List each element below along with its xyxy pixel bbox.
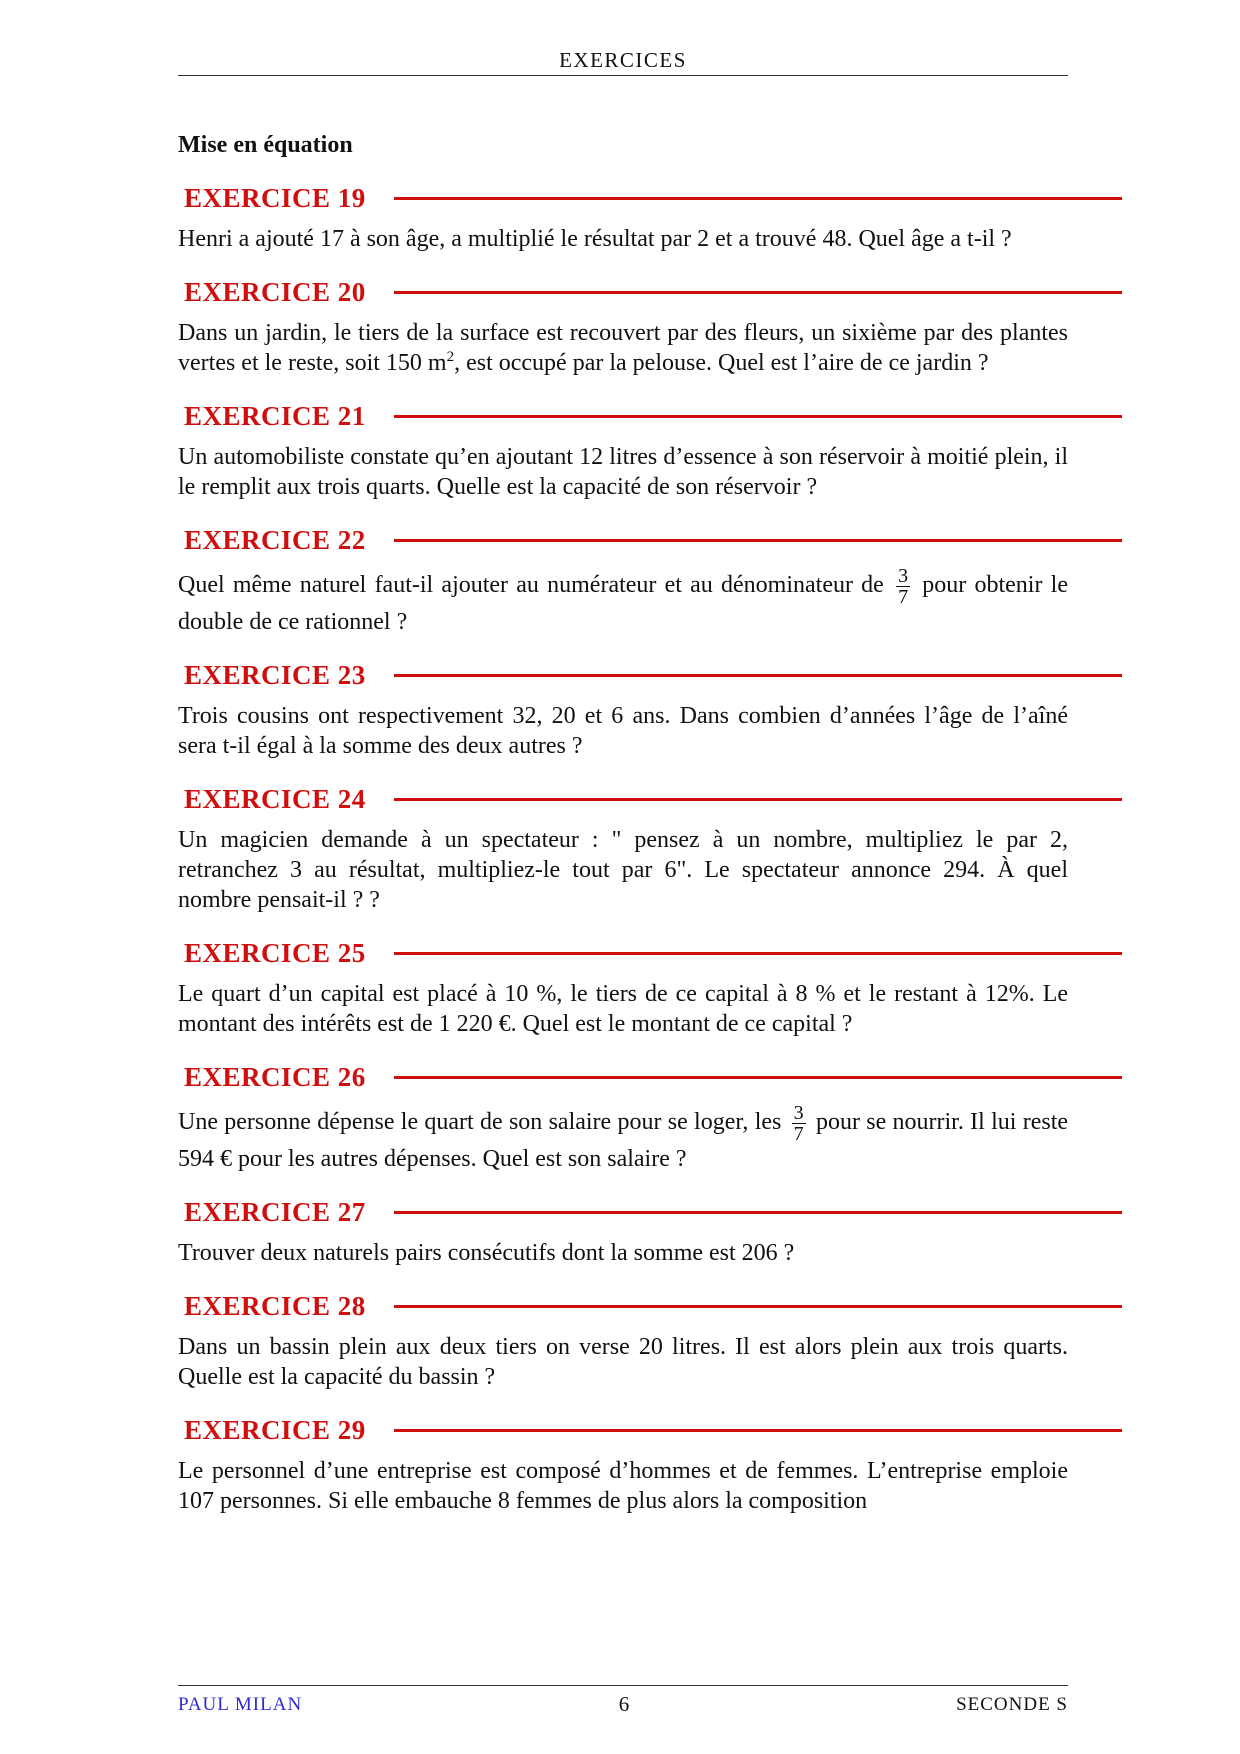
- fraction-denominator: 7: [898, 586, 909, 608]
- heading-rule: [394, 1211, 1122, 1214]
- footer-author: PAUL MILAN: [178, 1694, 303, 1715]
- exercise-label: EXERCICE 26: [184, 1061, 366, 1092]
- text-part: Quel même naturel faut-il ajouter au numérateur et au dénominateur de: [178, 572, 884, 599]
- exponent: 2: [446, 349, 455, 365]
- exercise-label: EXERCICE 20: [184, 276, 366, 307]
- exercise-heading: [184, 1057, 1068, 1097]
- running-header: EXERCICES: [559, 48, 687, 72]
- exercise-text: Un magicien demande à un spectateur : " pensez à un nombre, multipliez le par 2, retranchez 3 au résultat, multipliez-le tout par 6". Le spectateur annonce 294. À quel nombre pensait-il ? ?: [178, 827, 1068, 913]
- exercise-heading: [184, 178, 1068, 218]
- exercise-label: EXERCICE 22: [184, 524, 366, 555]
- page-number: 6: [618, 1692, 630, 1716]
- exercise-text: [178, 318, 1068, 378]
- exercise-text: Dans un bassin plein aux deux tiers on verse 20 litres. Il est alors plein aux trois quarts. Quelle est la capacité du bassin ?: [178, 1334, 1068, 1390]
- heading-rule: [394, 539, 1122, 542]
- exercise-heading: [184, 655, 1068, 695]
- exercise-text: Un automobiliste constate qu’en ajoutant 12 litres d’essence à son réservoir à moitié plein, il le remplit aux trois quarts. Quelle est la capacité de son réservoir ?: [178, 444, 1068, 500]
- exercise-text: [178, 566, 1068, 637]
- text-part: pour se nourrir. Il lui reste 594 € pour les autres dépenses. Quel est son salaire ?: [178, 1109, 1069, 1172]
- exercise-22: [178, 520, 1068, 637]
- footer-class: SECONDE S: [956, 1694, 1068, 1715]
- exercise-heading: [184, 1192, 1068, 1232]
- exercise-23: [178, 655, 1068, 761]
- exercise-label: EXERCICE 25: [184, 937, 366, 968]
- heading-rule: [394, 415, 1122, 418]
- exercise-28: [178, 1286, 1068, 1392]
- exercise-heading: [184, 1410, 1068, 1450]
- text-part: Dans un jardin, le tiers de la surface est recouvert par des fleurs, un sixième par des plantes vertes et le reste, soit 150 m: [178, 320, 1068, 376]
- text-part: pour obtenir le double de ce rationnel ?: [178, 572, 1069, 635]
- exercise-heading: [184, 933, 1068, 973]
- heading-rule: [394, 674, 1122, 677]
- exercise-text: Trouver deux naturels pairs consécutifs dont la somme est 206 ?: [178, 1240, 795, 1266]
- exercise-text: Henri a ajouté 17 à son âge, a multiplié le résultat par 2 et a trouvé 48. Quel âge a t-il ?: [178, 226, 1012, 252]
- exercise-heading: [184, 272, 1068, 312]
- exercise-text: Le quart d’un capital est placé à 10 %, le tiers de ce capital à 8 % et le restant à 12%. Le montant des intérêts est de 1 220 €. Quel est le montant de ce capital ?: [178, 981, 1068, 1037]
- fraction-numerator: 3: [793, 1102, 804, 1124]
- exercise-heading: [184, 520, 1068, 560]
- exercise-20: [178, 272, 1068, 378]
- exercise-21: [178, 396, 1068, 502]
- exercise-24: [178, 779, 1068, 915]
- exercise-heading: [184, 396, 1068, 436]
- exercise-25: [178, 933, 1068, 1039]
- exercise-label: EXERCICE 27: [184, 1196, 366, 1227]
- heading-rule: [394, 291, 1122, 294]
- footer-rule: [178, 1685, 1068, 1686]
- fraction-numerator: 3: [898, 565, 909, 587]
- exercise-27: [178, 1192, 1068, 1268]
- exercise-text: [178, 1103, 1068, 1174]
- text-part: , est occupé par la pelouse. Quel est l’aire de ce jardin ?: [454, 350, 989, 376]
- header-rule: [178, 75, 1068, 76]
- fraction: [896, 566, 910, 607]
- exercise-label: EXERCICE 24: [184, 783, 366, 814]
- heading-rule: [394, 798, 1122, 801]
- heading-rule: [394, 1305, 1122, 1308]
- fraction: [792, 1103, 806, 1144]
- exercise-19: [178, 178, 1068, 254]
- heading-rule: [394, 1076, 1122, 1079]
- exercise-29: [178, 1410, 1068, 1516]
- heading-rule: [394, 952, 1122, 955]
- exercise-label: EXERCICE 19: [184, 182, 366, 213]
- heading-rule: [394, 1429, 1122, 1432]
- section-title: Mise en équation: [178, 132, 353, 158]
- exercise-text: Le personnel d’une entreprise est composé d’hommes et de femmes. L’entreprise emploie 107 personnes. Si elle embauche 8 femmes de plus alors la composition: [178, 1458, 1068, 1514]
- exercise-text: Trois cousins ont respectivement 32, 20 et 6 ans. Dans combien d’années l’âge de l’aîné sera t-il égal à la somme des deux autres ?: [178, 703, 1068, 759]
- exercise-heading: [184, 779, 1068, 819]
- exercise-label: EXERCICE 28: [184, 1290, 366, 1321]
- exercise-label: EXERCICE 23: [184, 659, 366, 690]
- text-part: Une personne dépense le quart de son salaire pour se loger, les: [178, 1109, 782, 1136]
- exercise-heading: [184, 1286, 1068, 1326]
- fraction-denominator: 7: [793, 1123, 804, 1145]
- heading-rule: [394, 197, 1122, 200]
- exercise-label: EXERCICE 29: [184, 1414, 366, 1445]
- exercise-label: EXERCICE 21: [184, 400, 366, 431]
- page-content: [178, 130, 1068, 1516]
- exercise-26: [178, 1057, 1068, 1174]
